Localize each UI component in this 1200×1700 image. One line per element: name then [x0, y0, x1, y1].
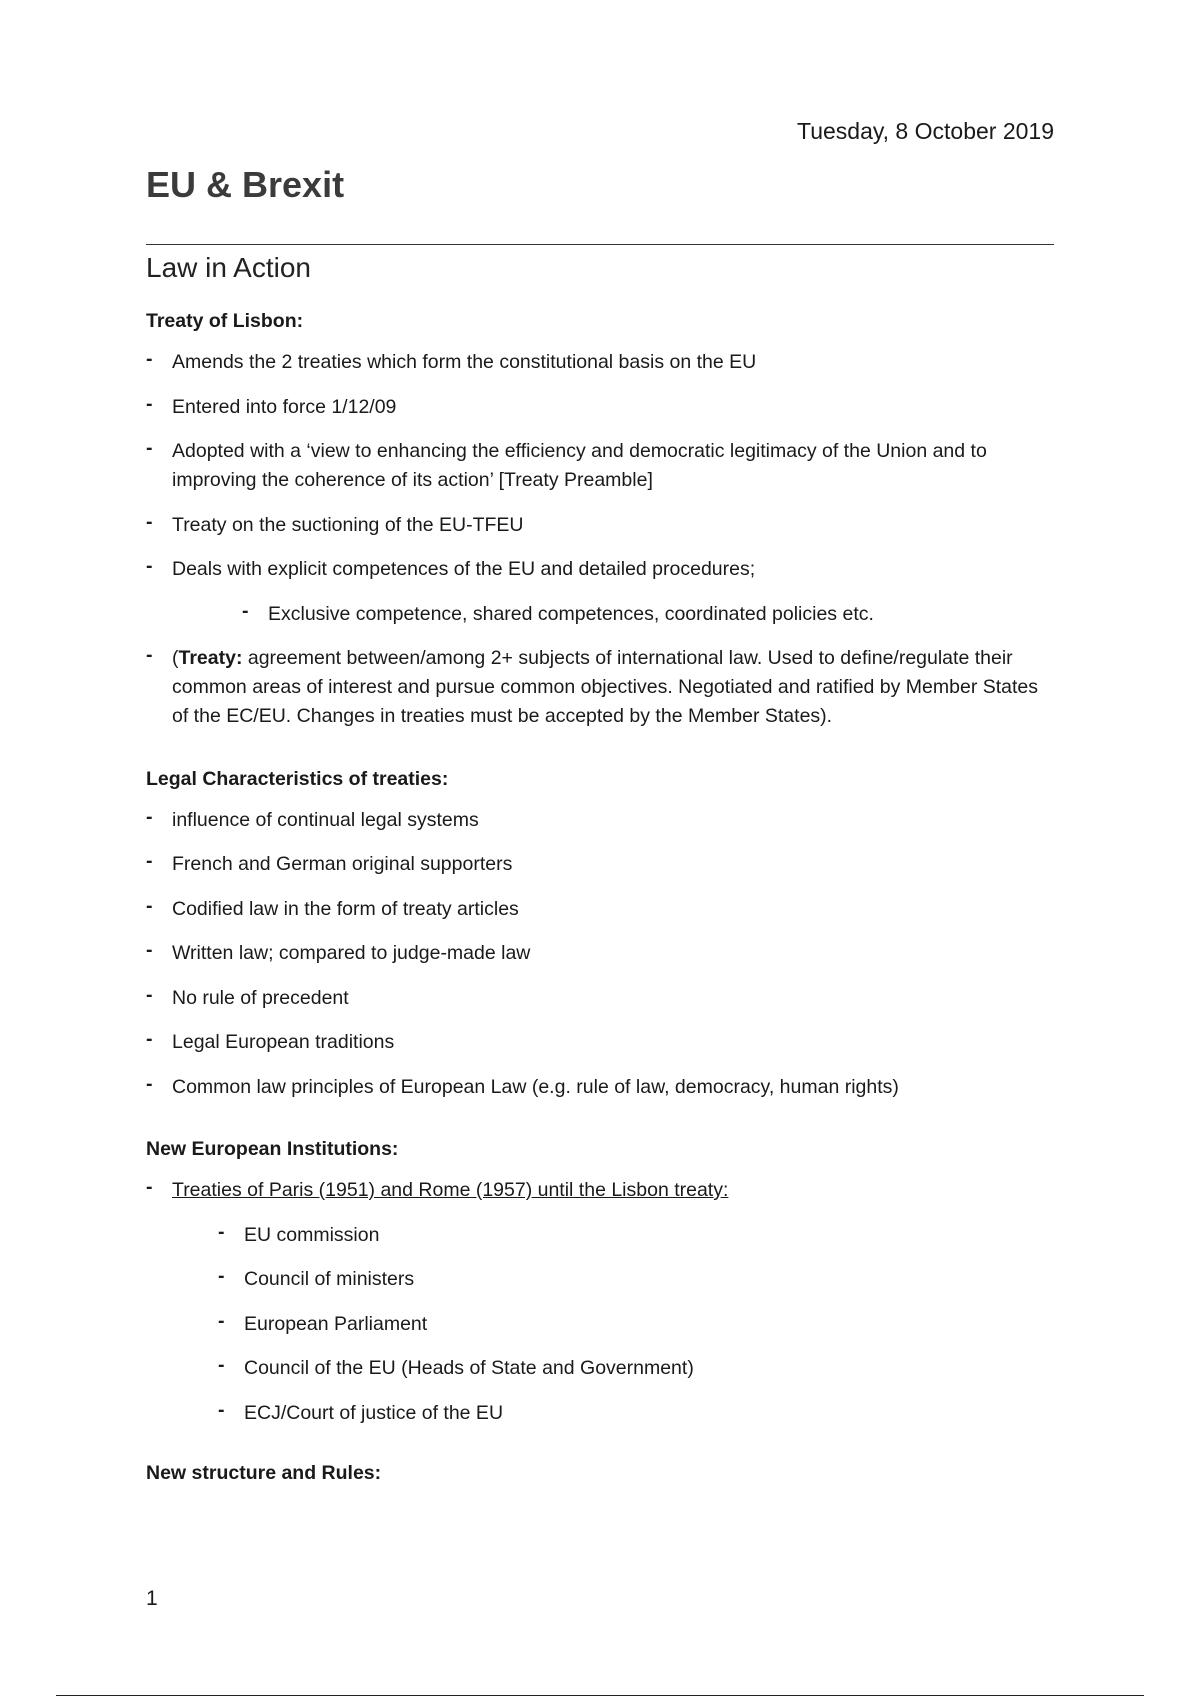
sub-list-item: - Exclusive competence, shared competences, coordinated policies etc. — [242, 600, 1054, 629]
sub-list-item: - European Parliament — [218, 1310, 1054, 1339]
document-title: EU & Brexit — [146, 164, 345, 205]
page-number: 1 — [146, 1587, 158, 1610]
page-bottom-divider — [56, 1695, 1144, 1696]
list-item: - Codified law in the form of treaty articles — [146, 895, 1054, 924]
list-item: - No rule of precedent — [146, 984, 1054, 1013]
list-item: - Written law; compared to judge-made law — [146, 939, 1054, 968]
title-divider — [146, 244, 1054, 245]
note-open-paren: ( — [172, 647, 179, 669]
list-item: - Adopted with a ‘view to enhancing the efficiency and democratic legitimacy of the Union and to improving the coherence of its action’ [Treaty Preamble] — [146, 437, 1054, 495]
list-item: - influence of continual legal systems — [146, 806, 1054, 835]
list-item: - Entered into force 1/12/09 — [146, 393, 1054, 422]
sub-list-item: - Council of ministers — [218, 1265, 1054, 1294]
document-date: Tuesday, 8 October 2019 — [797, 118, 1054, 144]
document-page — [146, 0, 1054, 1700]
document-body — [146, 307, 1054, 1500]
institutions-intro: Treaties of Paris (1951) and Rome (1957) until the Lisbon treaty: — [172, 1179, 729, 1201]
section-heading-institutions: New European Institutions: — [146, 1138, 399, 1160]
list-item: - Treaty on the suctioning of the EU-TFEU — [146, 511, 1054, 540]
list-item: - Deals with explicit competences of the EU and detailed procedures; — [146, 555, 1054, 584]
list-item: - Common law principles of European Law (e.g. rule of law, democracy, human rights) — [146, 1073, 1054, 1102]
treaty-definition-note — [146, 644, 1054, 731]
lisbon-list — [146, 348, 1054, 731]
legal-list — [146, 806, 1054, 1102]
document-subtitle: Law in Action — [146, 252, 311, 283]
sub-list-item: - Council of the EU (Heads of State and Government) — [218, 1354, 1054, 1383]
sub-list-item: - EU commission — [218, 1221, 1054, 1250]
list-item: - Amends the 2 treaties which form the constitutional basis on the EU — [146, 348, 1054, 377]
note-text: agreement between/among 2+ subjects of international law. Used to define/regulate their common areas of interest and pursue common objectives. Negotiated and ratified by Member States of the EC/EU. Changes in treaties must be accepted by the Member States). — [172, 647, 1039, 727]
note-term: Treaty: — [178, 647, 243, 669]
section-heading-lisbon: Treaty of Lisbon: — [146, 310, 304, 332]
list-item: - Legal European traditions — [146, 1028, 1054, 1057]
institutions-list — [146, 1176, 1054, 1428]
list-item: - French and German original supporters — [146, 850, 1054, 879]
sub-list-item: - ECJ/Court of justice of the EU — [218, 1399, 1054, 1428]
section-heading-structure: New structure and Rules: — [146, 1462, 382, 1484]
section-heading-legal: Legal Characteristics of treaties: — [146, 767, 449, 790]
list-item — [146, 1176, 1054, 1205]
